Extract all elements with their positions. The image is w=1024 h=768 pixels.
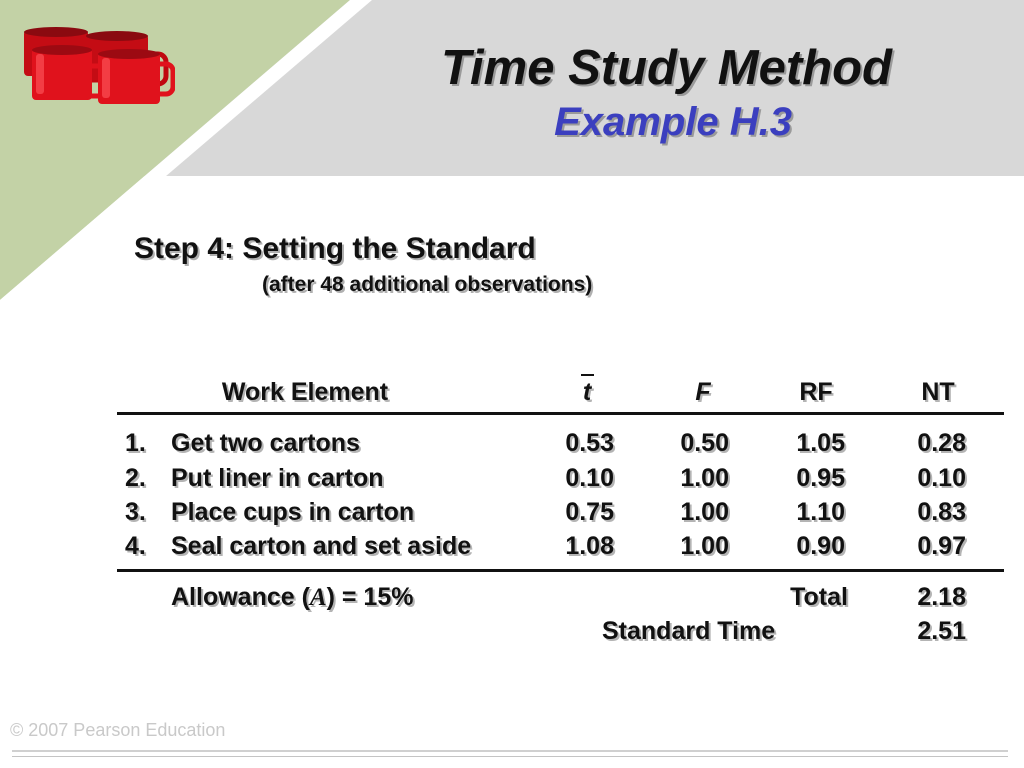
allowance-suffix: ) = 15%: [326, 583, 414, 611]
row-element: Place cups in carton: [171, 498, 415, 526]
row-number: 3.: [125, 498, 146, 526]
row-rf: 0.95: [796, 464, 845, 492]
standard-time-label: Standard Time: [602, 617, 776, 645]
row-number: 1.: [125, 429, 146, 457]
footer-rule: [117, 569, 1004, 572]
row-t: 0.53: [565, 429, 614, 457]
row-t: 0.10: [565, 464, 614, 492]
row-nt: 0.83: [917, 498, 966, 526]
row-t: 0.75: [565, 498, 614, 526]
row-element: Seal carton and set aside: [171, 532, 472, 560]
row-f: 0.50: [680, 429, 729, 457]
page-title: Time Study Method: [440, 41, 892, 95]
header-rule: [117, 412, 1004, 415]
row-f: 1.00: [680, 532, 729, 560]
footer-divider: [12, 750, 1008, 752]
page-subtitle: Example H.3: [554, 100, 792, 144]
row-rf: 0.90: [796, 532, 845, 560]
step-note: (after 48 additional observations): [262, 273, 593, 296]
row-nt: 0.10: [917, 464, 966, 492]
row-rf: 1.10: [796, 498, 845, 526]
allowance-text: [171, 582, 413, 613]
allowance-prefix: Allowance (: [171, 583, 310, 611]
header-rf: RF: [799, 378, 833, 406]
row-f: 1.00: [680, 464, 729, 492]
total-value: 2.18: [917, 583, 966, 611]
row-element: Put liner in carton: [171, 464, 384, 492]
header-nt: NT: [921, 378, 955, 406]
row-number: 4.: [125, 532, 146, 560]
row-t: 1.08: [565, 532, 614, 560]
row-rf: 1.05: [796, 429, 845, 457]
copyright-footer: © 2007 Pearson Education: [10, 720, 226, 740]
header-t: t: [582, 378, 592, 406]
row-element: Get two cartons: [171, 429, 360, 457]
t-bar-symbol: [581, 374, 594, 376]
step-heading: Step 4: Setting the Standard: [134, 232, 536, 265]
allowance-symbol: A: [309, 584, 327, 611]
row-f: 1.00: [680, 498, 729, 526]
row-number: 2.: [125, 464, 146, 492]
header-work-element: Work Element: [221, 378, 389, 406]
header-f: F: [695, 378, 711, 406]
footer-divider-thin: [12, 756, 1008, 757]
row-nt: 0.97: [917, 532, 966, 560]
total-label: Total: [790, 583, 848, 611]
standard-time-value: 2.51: [917, 617, 966, 645]
row-nt: 0.28: [917, 429, 966, 457]
